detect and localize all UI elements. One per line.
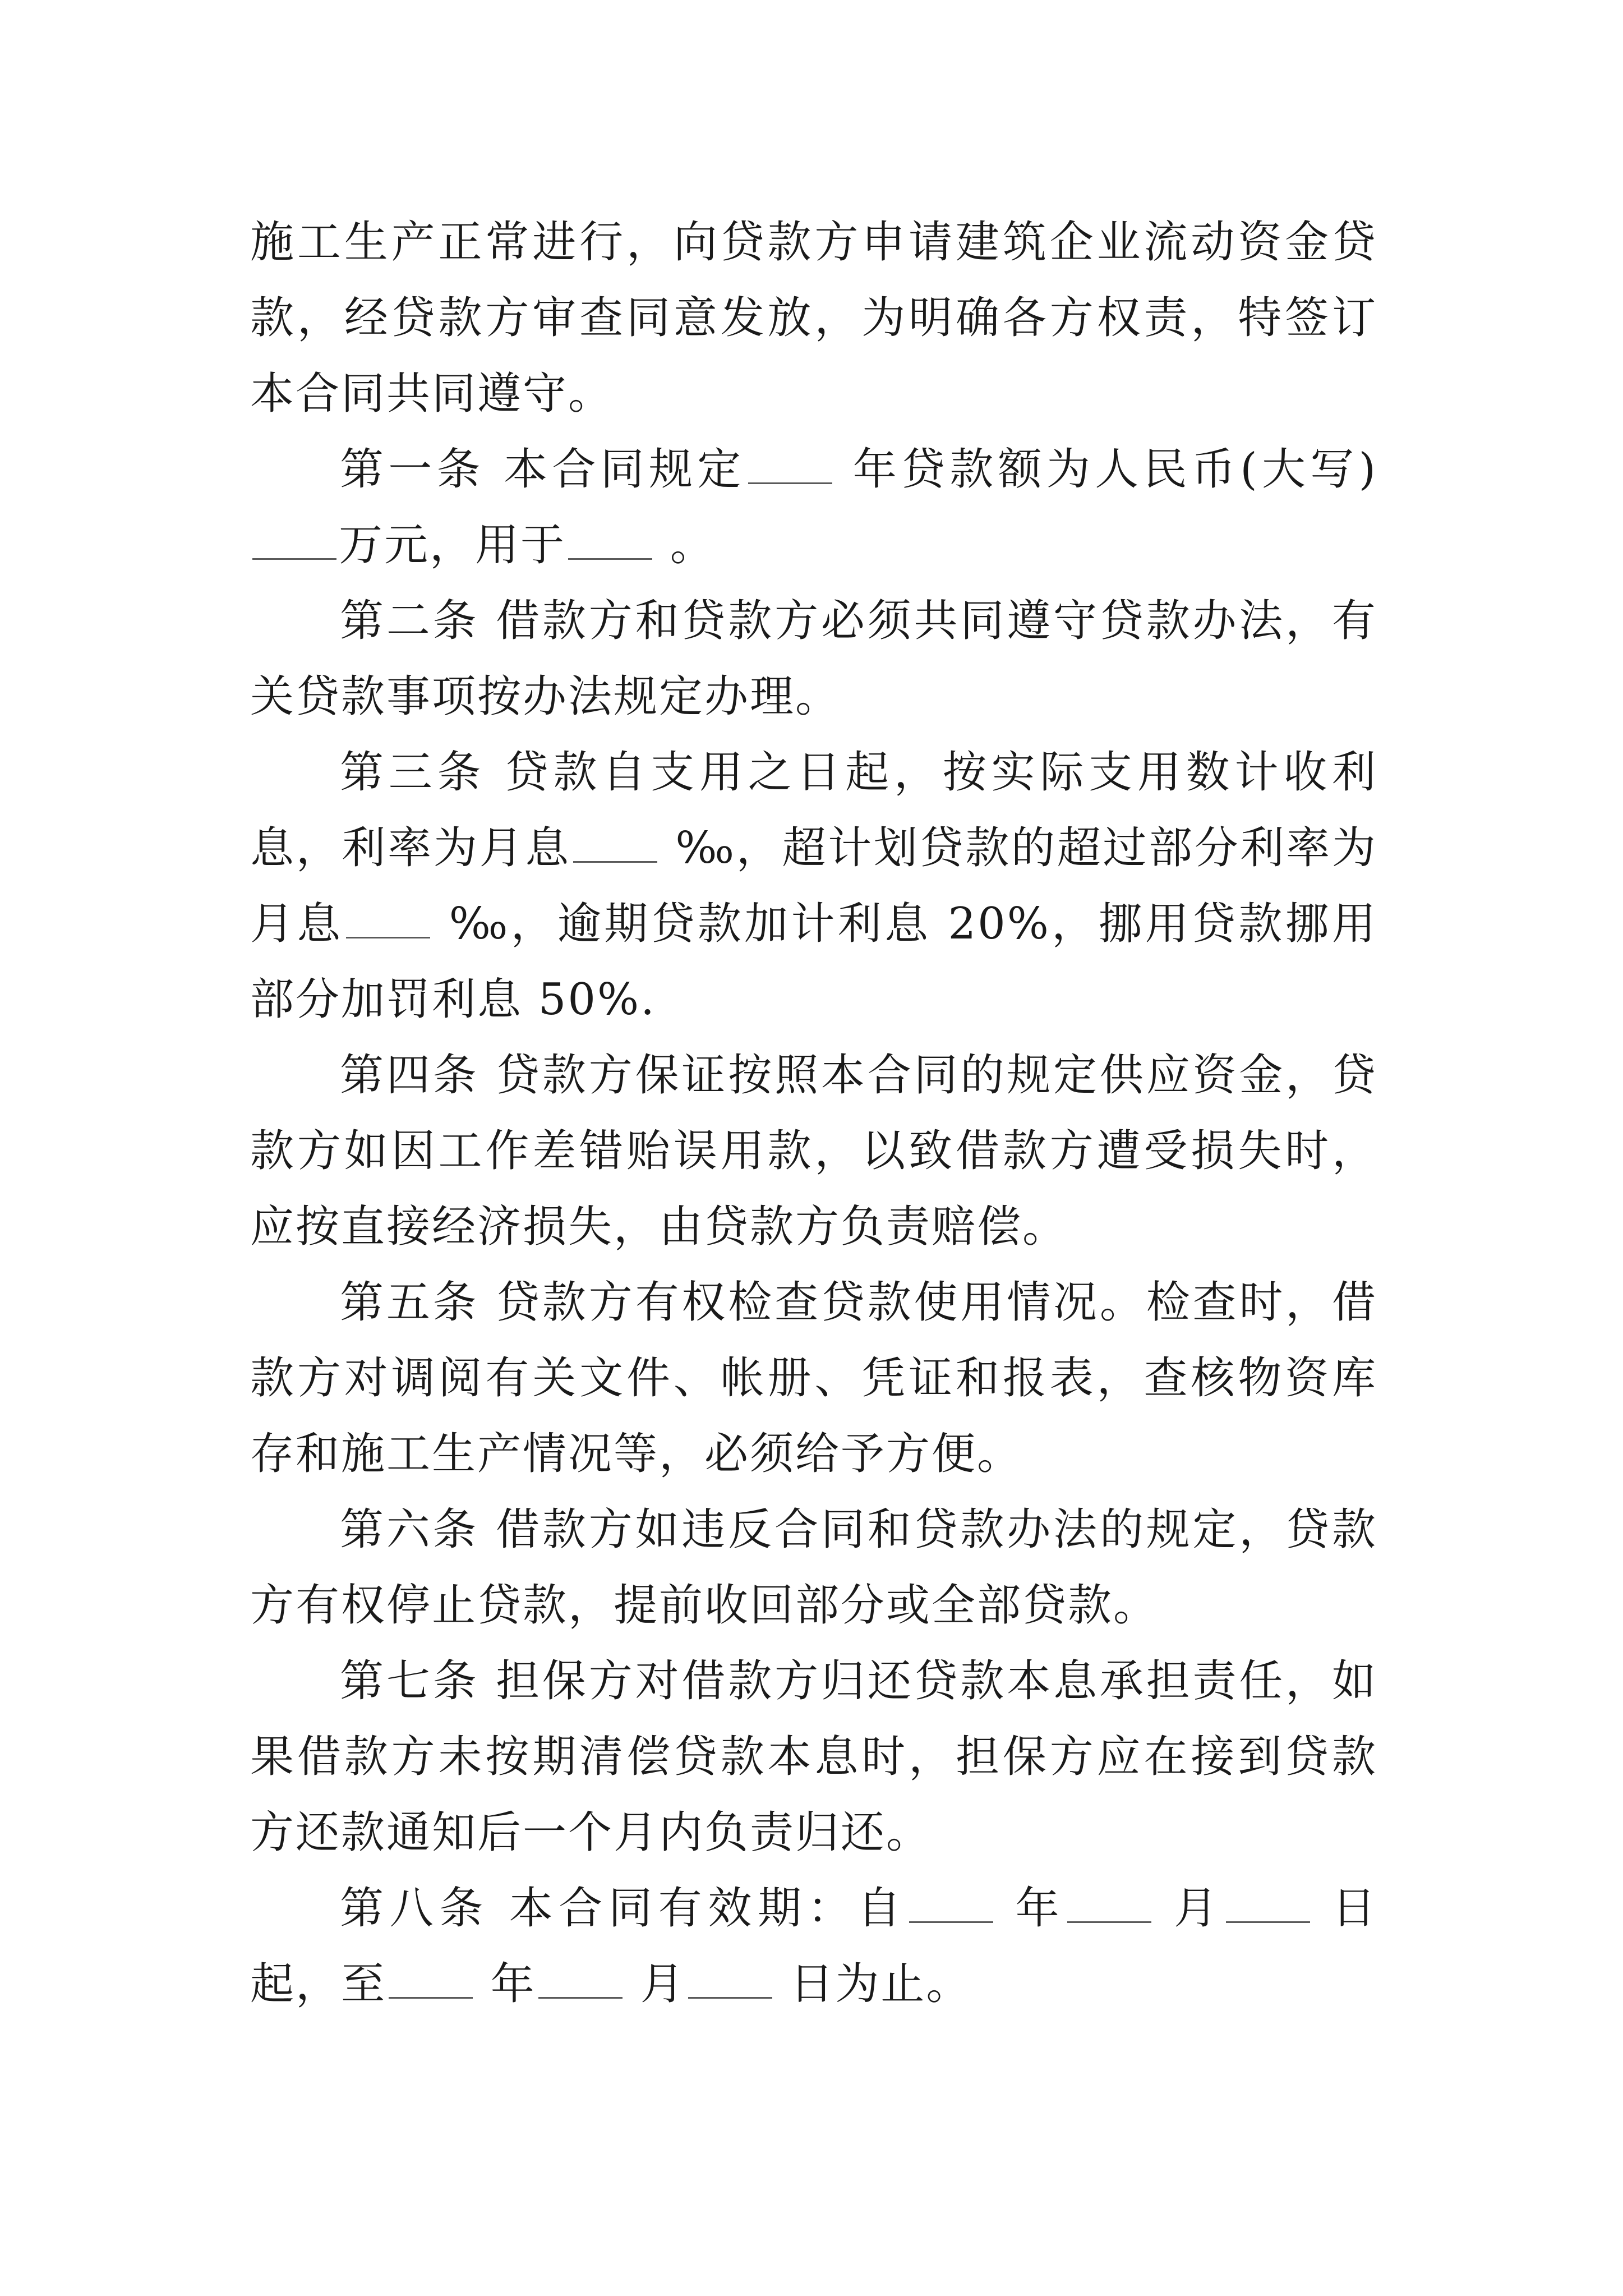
article-1-text-2: 年贷款额为人民币(大写) bbox=[834, 444, 1378, 495]
blank-rate bbox=[573, 861, 657, 863]
contract-body bbox=[250, 205, 1377, 2022]
blank-start-day bbox=[1226, 1921, 1310, 1923]
blank-purpose bbox=[568, 558, 652, 560]
blank-end-month bbox=[538, 1996, 623, 1999]
article-5: 第五条 贷款方有权检查贷款使用情况。检查时，借款方对调阅有关文件、帐册、凭证和报表，查核物资库存和施工生产情况等，必须给予方便。 bbox=[250, 1277, 1377, 1479]
blank-start-month bbox=[1067, 1921, 1151, 1923]
article-8-text-7: 日为止。 bbox=[774, 1959, 972, 2009]
article-3 bbox=[250, 735, 1377, 1038]
article-2: 第二条 借款方和贷款方必须共同遵守贷款办法，有关贷款事项按办法规定办理。 bbox=[250, 596, 1377, 722]
article-7: 第七条 担保方对借款方归还贷款本息承担责任，如果借款方未按期清偿贷款本息时，担保方应在接到贷款方还款通知后一个月内负责归还。 bbox=[250, 1656, 1377, 1858]
blank-start-year bbox=[909, 1921, 993, 1923]
intro-paragraph: 施工生产正常进行，向贷款方申请建筑企业流动资金贷款，经贷款方审查同意发放，为明确各方权责，特签订本合同共同遵守。 bbox=[250, 217, 1377, 419]
article-3-text-3: ‰，逾期贷款加计利息 20%，挪用贷款挪用部分加罚利息 50%. bbox=[250, 899, 1377, 1025]
article-8-text-6: 月 bbox=[624, 1959, 686, 2009]
article-8-text-2: 年 bbox=[995, 1883, 1066, 1934]
article-8 bbox=[250, 1871, 1377, 2022]
article-6: 第六条 借款方如违反合同和贷款办法的规定，贷款方有权停止贷款，提前收回部分或全部贷款。 bbox=[250, 1504, 1377, 1631]
blank-amount bbox=[252, 558, 336, 560]
blank-end-day bbox=[688, 1996, 772, 1999]
blank-year bbox=[748, 482, 832, 484]
blank-over-rate bbox=[346, 936, 430, 938]
article-8-text-4: 日起，至 bbox=[250, 1883, 1378, 2009]
blank-end-year bbox=[389, 1996, 473, 1999]
article-8-text-5: 年 bbox=[475, 1959, 536, 2009]
article-1-text-4: 。 bbox=[654, 520, 716, 570]
article-1-text-3: 万元，用于 bbox=[339, 520, 566, 570]
article-1 bbox=[250, 432, 1377, 583]
article-8-text-3: 月 bbox=[1154, 1883, 1224, 1934]
article-8-text-1: 第八条 本合同有效期：自 bbox=[340, 1883, 907, 1934]
article-1-text-1: 第一条 本合同规定 bbox=[340, 444, 746, 495]
article-4: 第四条 贷款方保证按照本合同的规定供应资金，贷款方如因工作差错贻误用款，以致借款方遭受损失时，应按直接经济损失，由贷款方负责赔偿。 bbox=[250, 1050, 1377, 1252]
article-3-text-2: ‰，超计划贷款的超过部分利率为月息 bbox=[250, 823, 1377, 949]
article-3-text-1: 第三条 贷款自支用之日起，按实际支用数计收利息，利率为月息 bbox=[250, 747, 1377, 873]
